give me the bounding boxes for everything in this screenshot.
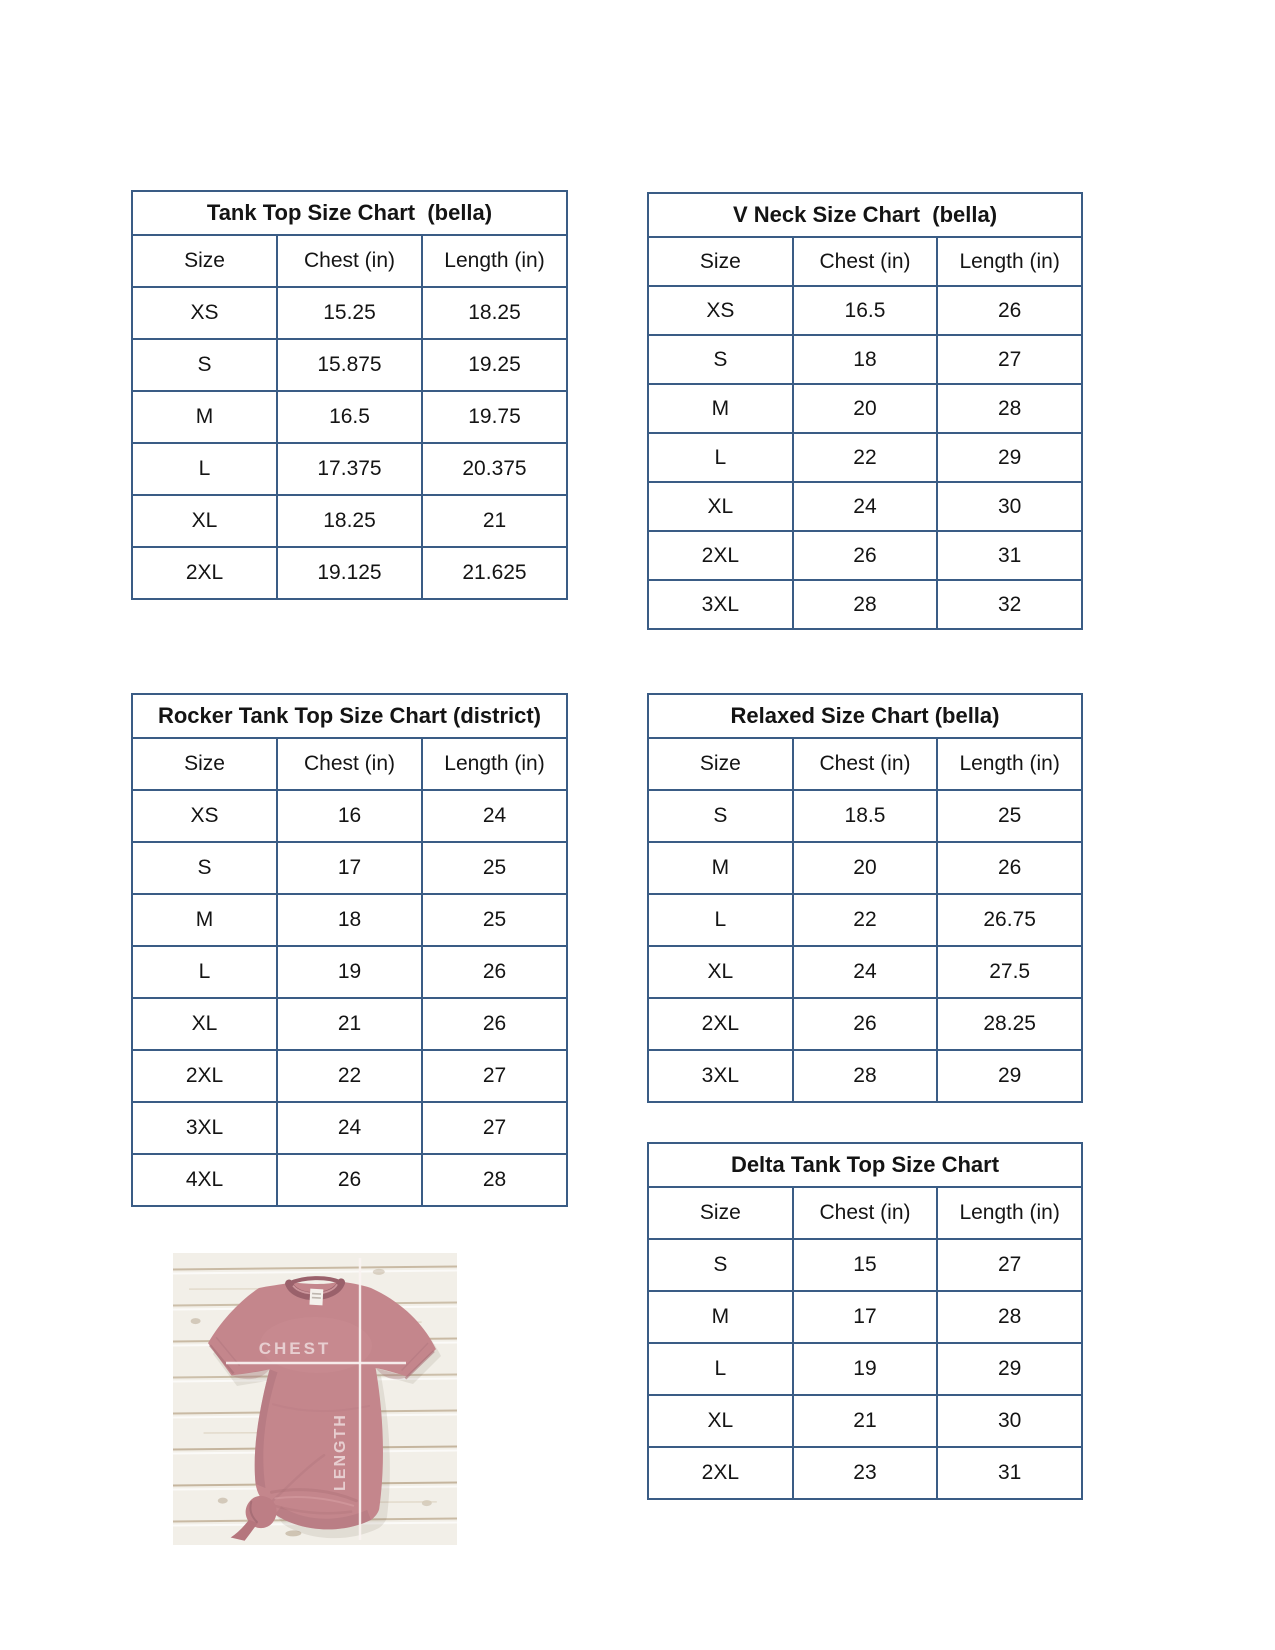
column-header-chest: Chest (in) xyxy=(277,738,422,790)
table-cell: 2XL xyxy=(132,547,277,599)
table-row xyxy=(648,531,1082,580)
table-cell: 17.375 xyxy=(277,443,422,495)
table-cell: 23 xyxy=(793,1447,938,1499)
table-cell: 30 xyxy=(937,482,1082,531)
size-chart-table-relaxed xyxy=(647,693,1083,1103)
table-cell: 28 xyxy=(937,1291,1082,1343)
table-cell: 4XL xyxy=(132,1154,277,1206)
table-row xyxy=(648,998,1082,1050)
table-cell: 30 xyxy=(937,1395,1082,1447)
table-row xyxy=(132,339,567,391)
column-header-length: Length (in) xyxy=(937,237,1082,286)
table-title: V Neck Size Chart (bella) xyxy=(648,193,1082,237)
table-cell: 2XL xyxy=(648,998,793,1050)
table-row xyxy=(648,286,1082,335)
table-title-row xyxy=(132,191,567,235)
table-cell: 26 xyxy=(422,998,567,1050)
chest-measurement-label: CHEST xyxy=(258,1339,332,1358)
table-row xyxy=(648,1447,1082,1499)
table-row xyxy=(648,790,1082,842)
table-row xyxy=(132,443,567,495)
table-cell: 15 xyxy=(793,1239,938,1291)
table-cell: XL xyxy=(132,495,277,547)
table-row xyxy=(648,894,1082,946)
table-cell: 21 xyxy=(793,1395,938,1447)
column-header-length: Length (in) xyxy=(937,738,1082,790)
table-cell: L xyxy=(648,433,793,482)
table-cell: 21 xyxy=(277,998,422,1050)
table-cell: 21.625 xyxy=(422,547,567,599)
column-header-length: Length (in) xyxy=(422,738,567,790)
table-cell: 24 xyxy=(793,482,938,531)
size-chart-table-delta-tank-top xyxy=(647,1142,1083,1500)
table-cell: 19 xyxy=(277,946,422,998)
table-cell: 26 xyxy=(277,1154,422,1206)
table-row xyxy=(648,384,1082,433)
table-cell: 24 xyxy=(422,790,567,842)
column-header-size: Size xyxy=(648,1187,793,1239)
table-cell: 17 xyxy=(277,842,422,894)
tshirt-measurement-photo xyxy=(173,1253,457,1545)
table-cell: M xyxy=(132,391,277,443)
table-cell: 32 xyxy=(937,580,1082,629)
size-chart-table-tank-top xyxy=(131,190,568,600)
table-cell: 18 xyxy=(277,894,422,946)
table-row xyxy=(132,946,567,998)
column-header-chest: Chest (in) xyxy=(793,738,938,790)
table-cell: XS xyxy=(648,286,793,335)
table-cell: 19.125 xyxy=(277,547,422,599)
table-cell: 25 xyxy=(422,842,567,894)
table-row xyxy=(648,946,1082,998)
table-cell: 16 xyxy=(277,790,422,842)
table-header-row xyxy=(132,235,567,287)
table-header-row xyxy=(648,237,1082,286)
table-cell: 27 xyxy=(937,335,1082,384)
table-cell: XS xyxy=(132,287,277,339)
table-title: Relaxed Size Chart (bella) xyxy=(648,694,1082,738)
table-cell: 22 xyxy=(793,433,938,482)
table-cell: 27 xyxy=(422,1050,567,1102)
table-cell: S xyxy=(132,339,277,391)
table-cell: 24 xyxy=(793,946,938,998)
table-cell: 28.25 xyxy=(937,998,1082,1050)
table-row xyxy=(132,1050,567,1102)
table-cell: 28 xyxy=(937,384,1082,433)
table-title: Delta Tank Top Size Chart xyxy=(648,1143,1082,1187)
table-cell: M xyxy=(648,842,793,894)
table-title-row xyxy=(648,694,1082,738)
table-cell: 17 xyxy=(793,1291,938,1343)
table-cell: 15.875 xyxy=(277,339,422,391)
column-header-size: Size xyxy=(132,738,277,790)
table-row xyxy=(648,482,1082,531)
table-cell: 20 xyxy=(793,842,938,894)
table-cell: 18 xyxy=(793,335,938,384)
table-row xyxy=(648,580,1082,629)
table-cell: XL xyxy=(648,946,793,998)
table-row xyxy=(132,391,567,443)
table-cell: S xyxy=(648,335,793,384)
table-cell: 31 xyxy=(937,1447,1082,1499)
table-cell: 15.25 xyxy=(277,287,422,339)
table-cell: 18.25 xyxy=(277,495,422,547)
table-row xyxy=(648,842,1082,894)
table-cell: 3XL xyxy=(132,1102,277,1154)
size-chart-table-rocker-tank-top xyxy=(131,693,568,1207)
table-cell: 19 xyxy=(793,1343,938,1395)
table-row xyxy=(132,998,567,1050)
table-cell: 31 xyxy=(937,531,1082,580)
table-row xyxy=(648,1395,1082,1447)
table-row xyxy=(132,495,567,547)
tshirt-graphic xyxy=(173,1253,457,1545)
table-cell: 16.5 xyxy=(277,391,422,443)
column-header-chest: Chest (in) xyxy=(793,1187,938,1239)
table-cell: S xyxy=(648,1239,793,1291)
table-title-row xyxy=(132,694,567,738)
column-header-chest: Chest (in) xyxy=(793,237,938,286)
column-header-size: Size xyxy=(648,738,793,790)
table-row xyxy=(648,1050,1082,1102)
table-cell: 20 xyxy=(793,384,938,433)
table-row xyxy=(132,894,567,946)
table-cell: 26 xyxy=(937,286,1082,335)
table-title: Tank Top Size Chart (bella) xyxy=(132,191,567,235)
table-cell: 27 xyxy=(422,1102,567,1154)
table-cell: 19.25 xyxy=(422,339,567,391)
table-cell: 18.25 xyxy=(422,287,567,339)
table-cell: XL xyxy=(132,998,277,1050)
table-cell: 26 xyxy=(793,998,938,1050)
table-header-row xyxy=(648,1187,1082,1239)
table-row xyxy=(648,433,1082,482)
table-cell: 22 xyxy=(793,894,938,946)
table-cell: 26 xyxy=(793,531,938,580)
table-cell: 28 xyxy=(422,1154,567,1206)
table-cell: 19.75 xyxy=(422,391,567,443)
table-cell: 25 xyxy=(422,894,567,946)
table-header-row xyxy=(132,738,567,790)
table-cell: 29 xyxy=(937,433,1082,482)
table-row xyxy=(132,287,567,339)
table-cell: 27.5 xyxy=(937,946,1082,998)
table-cell: 20.375 xyxy=(422,443,567,495)
table-title-row xyxy=(648,193,1082,237)
table-cell: 16.5 xyxy=(793,286,938,335)
table-row xyxy=(132,1154,567,1206)
table-cell: 2XL xyxy=(648,531,793,580)
table-header-row xyxy=(648,738,1082,790)
table-title: Rocker Tank Top Size Chart (district) xyxy=(132,694,567,738)
table-row xyxy=(132,790,567,842)
table-cell: 28 xyxy=(793,1050,938,1102)
column-header-length: Length (in) xyxy=(937,1187,1082,1239)
column-header-size: Size xyxy=(132,235,277,287)
table-cell: L xyxy=(648,1343,793,1395)
table-row xyxy=(132,842,567,894)
table-cell: XL xyxy=(648,1395,793,1447)
neck-tag xyxy=(309,1289,323,1306)
table-cell: 26 xyxy=(422,946,567,998)
table-cell: S xyxy=(648,790,793,842)
table-cell: 2XL xyxy=(132,1050,277,1102)
table-cell: 29 xyxy=(937,1050,1082,1102)
table-cell: 3XL xyxy=(648,580,793,629)
table-cell: M xyxy=(648,1291,793,1343)
column-header-length: Length (in) xyxy=(422,235,567,287)
table-row xyxy=(648,1343,1082,1395)
table-row xyxy=(132,547,567,599)
table-row xyxy=(648,1239,1082,1291)
table-cell: 21 xyxy=(422,495,567,547)
table-cell: M xyxy=(648,384,793,433)
table-cell: 2XL xyxy=(648,1447,793,1499)
column-header-size: Size xyxy=(648,237,793,286)
table-cell: XS xyxy=(132,790,277,842)
table-cell: XL xyxy=(648,482,793,531)
table-cell: 29 xyxy=(937,1343,1082,1395)
table-cell: 24 xyxy=(277,1102,422,1154)
table-row xyxy=(648,335,1082,384)
table-cell: 22 xyxy=(277,1050,422,1102)
table-row xyxy=(648,1291,1082,1343)
table-cell: 18.5 xyxy=(793,790,938,842)
table-cell: 26.75 xyxy=(937,894,1082,946)
table-cell: L xyxy=(132,946,277,998)
table-cell: L xyxy=(648,894,793,946)
column-header-chest: Chest (in) xyxy=(277,235,422,287)
table-cell: 3XL xyxy=(648,1050,793,1102)
table-cell: M xyxy=(132,894,277,946)
size-chart-table-v-neck xyxy=(647,192,1083,630)
table-title-row xyxy=(648,1143,1082,1187)
length-measurement-label: LENGTH xyxy=(332,1413,349,1491)
table-cell: 26 xyxy=(937,842,1082,894)
table-cell: 28 xyxy=(793,580,938,629)
table-cell: S xyxy=(132,842,277,894)
table-row xyxy=(132,1102,567,1154)
table-cell: 25 xyxy=(937,790,1082,842)
table-cell: L xyxy=(132,443,277,495)
table-cell: 27 xyxy=(937,1239,1082,1291)
